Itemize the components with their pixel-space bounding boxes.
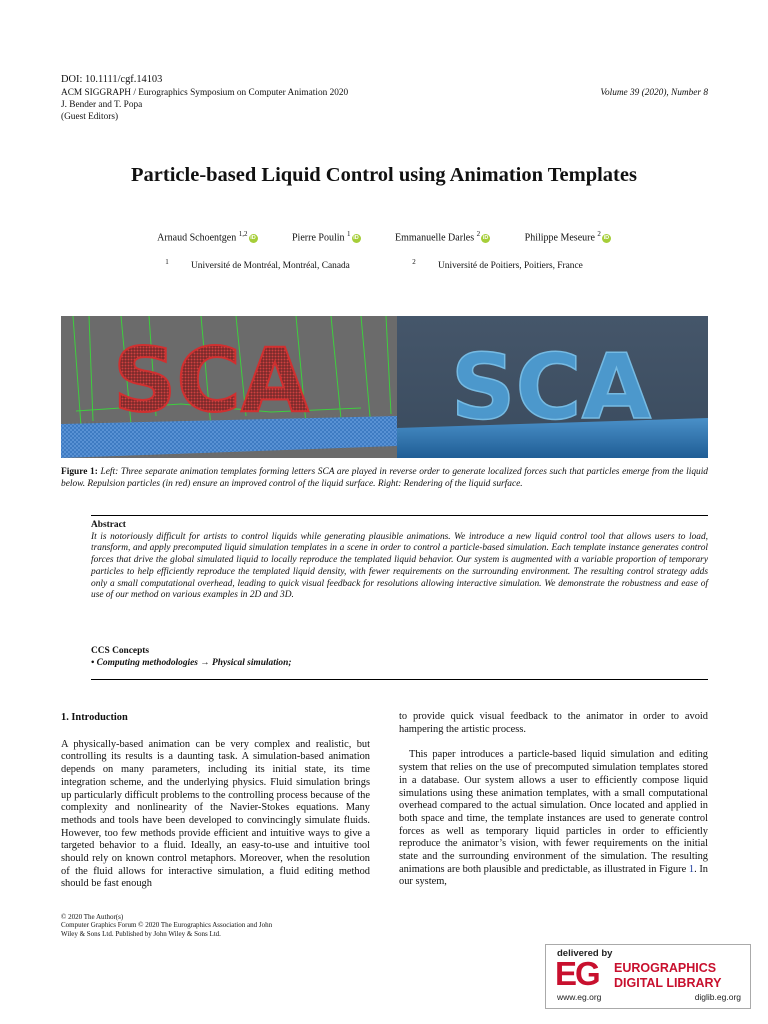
- section-heading: 1. Introduction: [61, 712, 128, 723]
- eurographics-digital-library-logo[interactable]: delivered by EG EUROGRAPHICS DIGITAL LIBRARY www.eg.org diglib.eg.org: [545, 944, 751, 1009]
- paragraph: to provide quick visual feedback to the animator in order to avoid hampering the artistic process.: [399, 711, 708, 735]
- orcid-icon[interactable]: iD: [250, 235, 256, 242]
- figure-caption: Figure 1: Left: Three separate animation templates forming letters SCA are played in reverse order to generate localized forces such that particles emerge from the liquid below. Repulsion particles (in red) ensure an improved control of the liquid surface. Right: Rendering of the liquid surface.: [61, 467, 708, 489]
- author: Emmanuelle Darles $^2$iD: [395, 230, 489, 244]
- orcid-icon[interactable]: iD: [353, 235, 359, 242]
- orcid-icon[interactable]: iD: [482, 235, 489, 242]
- venue: ACM SIGGRAPH / Eurographics Symposium on Computer Animation 2020: [61, 88, 349, 98]
- abstract-top-rule: [91, 515, 708, 516]
- author: Pierre Poulin $^1$iD: [292, 230, 359, 244]
- figure-reference-link[interactable]: 1: [688, 863, 695, 875]
- abstract-bottom-rule: [91, 679, 708, 680]
- editors: J. Bender and T. Popa: [61, 100, 143, 110]
- sca-letters-rendered: SCA: [450, 335, 652, 440]
- affiliation: $^1$ Université de Montréal, Montréal, Canada: [165, 258, 350, 272]
- right-column: [399, 711, 708, 889]
- paragraph: This paper introduces a particle-based liquid simulation and editing system that relies on the use of precomputed simulation templates stored in a database. Our system allows a user to efficiently compose liquid simulations using these animation templates, with a small computational overhead compared to the actual simulation. Once located and applied in both space and time, the template instances are used to generate control forces as well as temporary liquid particles in order to efficiently reproduce the animator’s vision, with fewer requirements on the initial state and the surrounding environment of the simulation. The resulting animations are both plausible and predictable, as illustrated in Figure 1. In our system,: [399, 749, 708, 888]
- author: Philippe Meseure $^2$iD: [524, 230, 610, 244]
- volume-info: Volume 39 (2020), Number 8: [600, 88, 708, 98]
- abstract-text: It is notoriously difficult for artists to control liquids while generating plausible animations. We introduce a new liquid control tool that allows users to load, transform, and apply precomputed liquid simulation templates in a scene in order to control a particle-based simulation. Each template instance generates control forces that drive the global simulated liquid to locally reproduce the templated liquid behavior. Our system is augmented with a variable proportion of temporary particles to help efficiently reproduce the templated liquid density, with fewer requirements on the surrounding environment. The resulting control strategy adds only a small computational overhead, leading to quick visual feedback for resolutions allowing interactive simulation. We demonstrate the robustness and ease of use of our method on various examples in 2D and 3D.: [91, 531, 708, 601]
- ccs-item: • Computing methodologies → Physical simulation;: [91, 658, 292, 668]
- ccs-concepts: [91, 645, 708, 669]
- paragraph: A physically-based animation can be very complex and realistic, but controlling its results is a daunting task. A simulation-based animation depends on many parameters, including its initial state, its time integration scheme, and the underlying physics. Fluid simulation brings up particularly difficult problems to the controlling process because of the complexity and nonlinearity of the Navier-Stokes equations. Many methods and tools have been developed to convincingly simulate fluids. However, too few methods provide efficient and intuitive ways to give a targeted behavior to a fluid. Ideally, an easy-to-use and intuitive tool should rely on known control metaphors. Moreover, when the resolution of the fluid allows for interactive simulation, a fluid editing method should be fast enough: [61, 738, 370, 890]
- sca-letters-particles: SCA: [112, 329, 310, 432]
- affiliation: $^2$ Université de Poitiers, Poitiers, France: [412, 258, 583, 272]
- orcid-icon[interactable]: iD: [603, 235, 610, 242]
- copyright-footer: © 2020 The Author(s) Computer Graphics Forum © 2020 The Eurographics Association and John Wiley & Sons Ltd. Published by John Wiley & Sons Ltd.: [61, 913, 273, 938]
- paper-title: Particle-based Liquid Control using Animation Templates: [131, 164, 637, 186]
- abstract: [91, 520, 708, 602]
- affiliations: [0, 258, 768, 271]
- teaser-figure: [61, 316, 708, 458]
- ccs-heading: CCS Concepts: [91, 646, 150, 656]
- doi[interactable]: DOI: 10.1111/cgf.14103: [61, 74, 163, 85]
- author: Arnaud Schoentgen $^{1,2}$iD: [157, 230, 256, 244]
- left-column: [61, 712, 370, 891]
- editors-note: (Guest Editors): [61, 112, 119, 122]
- author-list: [0, 230, 768, 243]
- abstract-heading: Abstract: [91, 520, 126, 530]
